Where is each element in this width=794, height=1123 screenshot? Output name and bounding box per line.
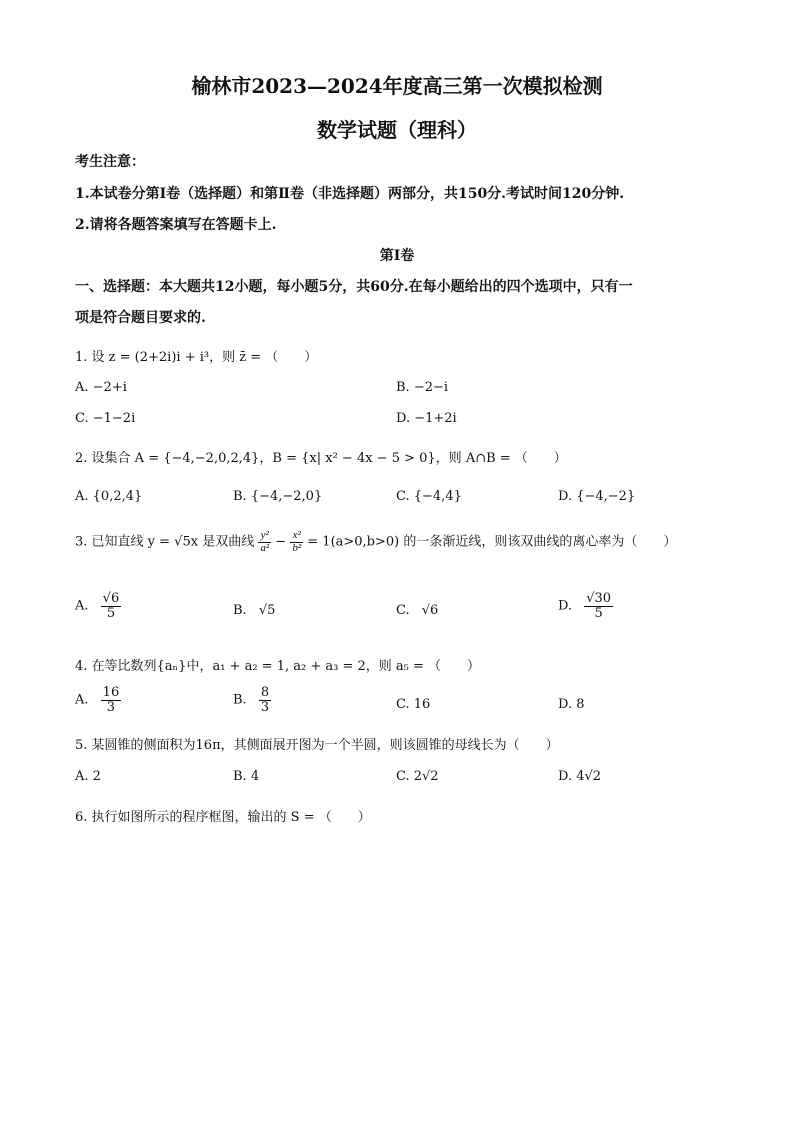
question-2-option-d: D. {−4,−2} xyxy=(558,489,636,504)
option-label: D. xyxy=(558,598,573,614)
page-subtitle: 数学试题（理科） xyxy=(317,118,477,142)
option-fraction xyxy=(584,592,613,620)
question-2-option-c: C. {−4,4} xyxy=(396,489,462,504)
fraction-numerator: 16 xyxy=(102,685,120,700)
fraction-denominator: a² xyxy=(260,541,270,554)
option-label: A. xyxy=(75,692,89,708)
page-title: 榆林市2023—2024年度高三第一次模拟检测 xyxy=(191,74,603,98)
question-5-option-b: B. 4 xyxy=(233,769,260,784)
question-6-stem: 6. 执行如图所示的程序框图，输出的 S = （ ） xyxy=(75,810,371,825)
question-1-option-c: C. −1−2i xyxy=(75,411,136,426)
fraction-numerator: √6 xyxy=(102,591,120,606)
question-5-option-d: D. 4√2 xyxy=(558,769,602,784)
option-label: B. xyxy=(233,692,247,708)
notice-item-2: 2.请将各题答案填写在答题卡上. xyxy=(75,217,277,233)
fraction-denominator: 5 xyxy=(106,605,116,621)
fraction-denominator: 3 xyxy=(106,699,116,715)
notice-heading: 考生注意： xyxy=(75,154,145,170)
volume-heading: 第Ⅰ卷 xyxy=(379,248,415,264)
question-3-option-c xyxy=(396,603,438,618)
question-3-option-d xyxy=(558,592,613,620)
section-instruction-line2: 项是符合题目要求的. xyxy=(75,310,206,326)
option-label: C. xyxy=(396,603,410,618)
fraction-numerator: x² xyxy=(290,530,303,543)
minus-sign: − xyxy=(271,534,291,550)
question-4-option-b xyxy=(233,686,271,714)
fraction-denominator: 5 xyxy=(594,605,603,621)
question-3-option-a xyxy=(75,592,121,620)
question-5-option-c: C. 2√2 xyxy=(396,769,439,784)
option-fraction xyxy=(101,592,122,620)
option-value: √5 xyxy=(258,603,276,618)
question-4-stem: 4. 在等比数列{aₙ}中，a₁ + a₂ = 1, a₂ + a₃ = 2，则 a₅ = （ ） xyxy=(75,659,480,674)
fraction-denominator: 3 xyxy=(260,699,270,715)
fraction-numerator: √30 xyxy=(586,591,612,606)
question-1-option-b: B. −2−i xyxy=(396,380,449,395)
fraction-denominator: b² xyxy=(292,541,302,554)
fraction-x2-b2 xyxy=(290,530,303,554)
option-fraction xyxy=(259,686,271,714)
fraction-numerator: 8 xyxy=(260,685,270,700)
question-5-stem: 5. 某圆锥的侧面积为16π，其侧面展开图为一个半圆，则该圆锥的母线长为（ ） xyxy=(75,738,559,753)
option-label: A. xyxy=(75,598,89,614)
question-5-option-a: A. 2 xyxy=(75,769,101,784)
question-3-stem-start: 3. 已知直线 y = √5x 是双曲线 xyxy=(75,534,255,550)
option-value: √6 xyxy=(421,603,439,618)
question-1-stem: 1. 设 z = (2+2i)i + i³，则 z̄ = （ ） xyxy=(75,350,318,365)
fraction-y2-a2 xyxy=(258,530,271,554)
section-instruction-line1: 一、选择题：本大题共12小题，每小题5分，共60分.在每小题给出的四个选项中，只有一 xyxy=(75,279,633,295)
question-3-stem-end: = 1(a>0,b>0) 的一条渐近线，则该双曲线的离心率为（ ） xyxy=(303,534,677,550)
question-4-option-a xyxy=(75,686,121,714)
question-3-option-b xyxy=(233,603,275,618)
question-4-option-d: D. 8 xyxy=(558,697,585,712)
fraction-numerator: y² xyxy=(258,530,271,543)
question-1-option-d: D. −1+2i xyxy=(396,411,457,426)
question-2-stem: 2. 设集合 A = {−4,−2,0,2,4}，B = {x| x² − 4x − 5 > 0}，则 A∩B = （ ） xyxy=(75,451,567,466)
question-2-option-a: A. {0,2,4} xyxy=(75,489,143,504)
notice-item-1: 1.本试卷分第Ⅰ卷（选择题）和第Ⅱ卷（非选择题）两部分，共150分.考试时间120分钟. xyxy=(75,186,625,202)
question-1-option-a: A. −2+i xyxy=(75,380,127,395)
option-fraction xyxy=(101,686,122,714)
question-3-stem xyxy=(75,530,676,554)
question-4-option-c: C. 16 xyxy=(396,697,431,712)
question-2-option-b: B. {−4,−2,0} xyxy=(233,489,323,504)
option-label: B. xyxy=(233,603,247,618)
